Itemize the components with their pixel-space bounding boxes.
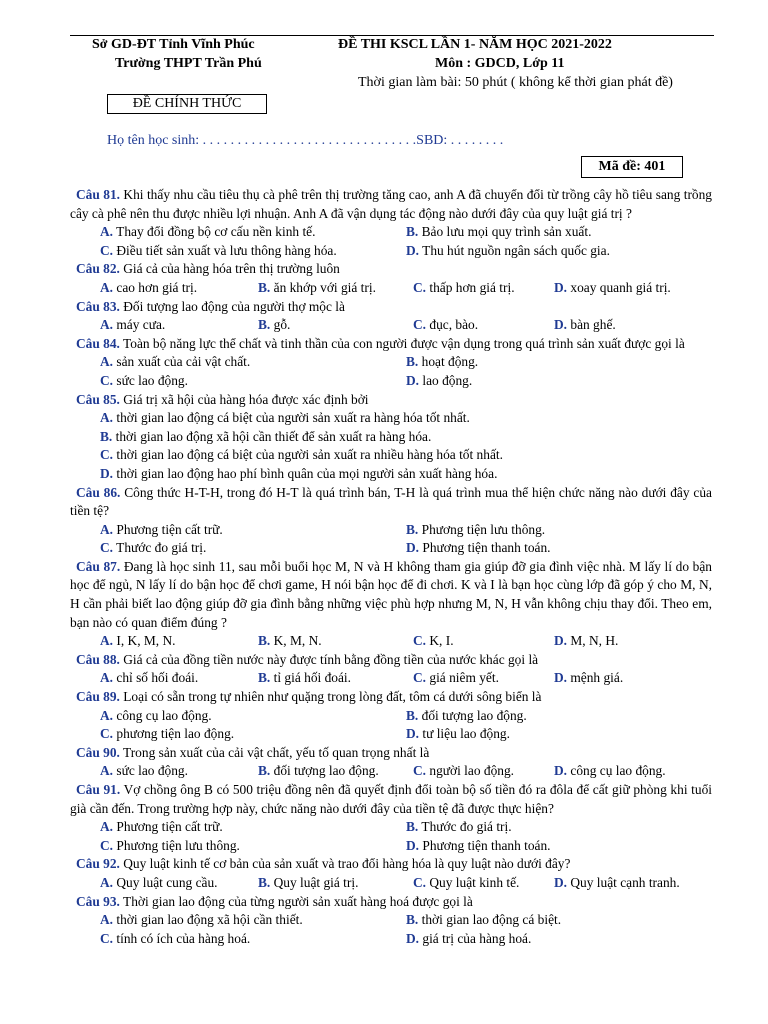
school-name: Trường THPT Trần Phú (115, 56, 262, 71)
answer-option (413, 316, 478, 335)
question-text: Thời gian lao động của từng người sản xuất hàng hoá được gọi là (119, 893, 473, 909)
answer-option (100, 242, 337, 261)
question-stem (70, 186, 712, 223)
answer-option (258, 279, 376, 298)
question-number: Câu 87. (76, 558, 121, 574)
option-text: công cụ lao động. (567, 763, 666, 779)
option-text: thấp hơn giá trị. (426, 279, 515, 295)
option-letter: D. (406, 242, 420, 258)
answer-row (70, 539, 712, 558)
question-stem (70, 260, 712, 279)
question-number: Câu 86. (76, 484, 121, 500)
answer-option (100, 762, 188, 781)
option-letter: D. (406, 540, 420, 556)
option-letter: A. (100, 317, 114, 333)
option-letter: B. (258, 317, 271, 333)
exam-code-box: Mã đề: 401 (581, 156, 683, 178)
question-text: Công thức H-T-H, trong đó H-T là quá trình bán, T-H là quá trình mua thể hiện chức năng nào dưới đây của tiền tệ? (70, 484, 712, 519)
option-text: Quy luật cạnh tranh. (567, 874, 680, 890)
option-text: đối tượng lao động. (418, 707, 527, 723)
question-stem (70, 298, 712, 317)
option-letter: A. (100, 912, 114, 928)
option-letter: D. (554, 763, 568, 779)
option-letter: D. (554, 317, 568, 333)
answer-option (413, 632, 454, 651)
option-text: Thu hút nguồn ngân sách quốc gia. (419, 242, 610, 258)
option-letter: A. (100, 763, 114, 779)
option-letter: A. (100, 819, 114, 835)
answer-option (100, 316, 165, 335)
answer-option (100, 279, 197, 298)
option-text: Phương tiện thanh toán. (419, 837, 551, 853)
option-text: xoay quanh giá trị. (567, 279, 671, 295)
answer-row (70, 725, 712, 744)
answer-option (258, 762, 379, 781)
answer-option (100, 707, 212, 726)
answer-row (70, 707, 712, 726)
option-text: Phương tiện lưu thông. (113, 837, 240, 853)
option-letter: C. (413, 670, 427, 686)
option-text: Quy luật giá trị. (270, 874, 359, 890)
answer-option (258, 669, 351, 688)
answer-option (406, 521, 545, 540)
answer-row (70, 818, 712, 837)
answer-option (100, 465, 497, 484)
option-letter: D. (554, 633, 568, 649)
question-text: Loại có sẵn trong tự nhiên như quặng trong lòng đất, tôm cá dưới sông biển là (119, 689, 542, 705)
question-number: Câu 85. (76, 391, 120, 407)
option-text: ăn khớp với giá trị. (270, 279, 376, 295)
question-number: Câu 84. (76, 335, 120, 351)
option-letter: A. (100, 410, 114, 426)
answer-option (554, 279, 671, 298)
option-letter: A. (100, 707, 114, 723)
question-text: Giá cả của hàng hóa trên thị trường luôn (119, 261, 340, 277)
option-text: gỗ. (270, 317, 291, 333)
question-text: Quy luật kinh tế cơ bản của sản xuất và trao đổi hàng hóa là quy luật nào dưới đây? (119, 856, 571, 872)
answer-option (406, 539, 551, 558)
option-letter: B. (258, 874, 271, 890)
option-text: Thước đo giá trị. (418, 819, 512, 835)
option-text: đối tượng lao động. (270, 763, 379, 779)
question-number: Câu 92. (76, 856, 120, 872)
option-text: K, I. (426, 633, 454, 649)
answer-option (100, 409, 470, 428)
option-text: Quy luật kinh tế. (426, 874, 520, 890)
answer-option (406, 372, 472, 391)
option-text: máy cưa. (113, 317, 166, 333)
question-stem (70, 335, 712, 354)
question-text: Khi thấy nhu cầu tiêu thụ cà phê trên thị trường tăng cao, anh A đã chuyển đổi từ trồng cây hồ tiêu sang trồng cây cà phê nên thu được nhiều lợi nhuận. Anh A đã vận dụng tác động nào dưới đây của quy luật giá trị ? (70, 187, 713, 221)
student-info-line: Họ tên học sinh: . . . . . . . . . . . . . . . . . . . . . . . . . . . . . . .SBD: . . . . . . . . (107, 133, 504, 148)
option-letter: C. (413, 317, 427, 333)
option-text: giá trị của hàng hoá. (419, 930, 532, 946)
answer-option (413, 762, 514, 781)
option-letter: D. (100, 465, 114, 481)
question-stem (70, 893, 712, 912)
answer-row (70, 279, 712, 298)
answer-option (406, 837, 551, 856)
answer-row (70, 632, 712, 651)
option-letter: C. (413, 874, 427, 890)
option-letter: A. (100, 354, 114, 370)
option-letter: C. (413, 279, 427, 295)
option-text: đục, bào. (426, 317, 479, 333)
option-text: Phương tiện cất trữ. (113, 521, 223, 537)
answer-option (406, 223, 591, 242)
answer-row (70, 837, 712, 856)
question-stem (70, 558, 712, 632)
option-letter: C. (100, 837, 114, 853)
answer-row (70, 353, 712, 372)
answer-option (258, 316, 290, 335)
option-letter: D. (554, 670, 568, 686)
option-letter: B. (406, 354, 419, 370)
answer-option (100, 837, 240, 856)
answer-option (406, 911, 561, 930)
option-text: phương tiện lao động. (113, 726, 235, 742)
official-stamp-box: ĐỀ CHÍNH THỨC (107, 94, 267, 114)
question-number: Câu 91. (76, 782, 121, 797)
exam-title: ĐỀ THI KSCL LẦN 1- NĂM HỌC 2021-2022 (338, 37, 612, 52)
answer-option (406, 242, 610, 261)
option-text: Thước đo giá trị. (113, 540, 207, 556)
question-stem (70, 688, 712, 707)
option-letter: C. (100, 242, 114, 258)
answer-row (70, 242, 712, 261)
option-letter: B. (258, 633, 271, 649)
option-letter: C. (100, 726, 114, 742)
option-text: Bảo lưu mọi quy trình sản xuất. (418, 224, 592, 240)
header-rule (70, 35, 714, 36)
question-stem (70, 781, 712, 818)
option-text: tính có ích của hàng hoá. (113, 930, 251, 946)
answer-option (406, 707, 527, 726)
option-letter: D. (554, 874, 568, 890)
question-stem (70, 391, 712, 410)
question-number: Câu 81. (76, 187, 120, 202)
answer-option (413, 279, 515, 298)
option-text: I, K, M, N. (113, 633, 176, 649)
option-letter: A. (100, 633, 114, 649)
answer-option (406, 930, 531, 949)
option-letter: C. (100, 540, 114, 556)
question-number: Câu 88. (76, 651, 120, 667)
option-text: Phương tiện lưu thông. (418, 521, 546, 537)
answer-option (258, 632, 322, 651)
option-text: thời gian lao động cá biệt của người sản xuất ra hàng hóa tốt nhất. (113, 410, 470, 426)
option-letter: D. (406, 837, 420, 853)
question-text: Vợ chồng ông B có 500 triệu đồng nên đã quyết định đổi toàn bộ số tiền đó ra đôla để cất giữ phòng khi tuổi già cần đến. Trong trường hợp này, chức năng nào dưới đây của tiền tệ đã được thực hiện? (70, 782, 713, 816)
option-letter: C. (413, 763, 427, 779)
option-letter: B. (406, 224, 419, 240)
option-text: người lao động. (426, 763, 515, 779)
option-text: thời gian lao động hao phí bình quân của mọi người sản xuất hàng hóa. (113, 465, 498, 481)
answer-option (406, 818, 512, 837)
option-letter: B. (406, 521, 419, 537)
question-text: Trong sản xuất của cải vật chất, yếu tố quan trọng nhất là (119, 744, 430, 760)
question-text: Đang là học sinh 11, sau mỗi buổi học M, N và H không tham gia giúp đỡ gia đình việc nhà. M lấy lí do bận học để ngủ, N lấy lí do bận học để chơi game, H nói bận học để đi chơi. K và I là bạn học cùng lớp đã góp ý cho M, N, H cần phải biết lao động giúp đỡ gia đình bằng những việc phù hợp nhưng M, N, H vẫn không chịu thay đổi. Theo em, bạn nào có quan điểm đúng ? (70, 558, 712, 630)
option-text: thời gian lao động cá biệt của người sản xuất ra nhiều hàng hóa tốt nhất. (113, 447, 503, 463)
answer-row (70, 428, 712, 447)
option-text: sức lao động. (113, 763, 188, 779)
answer-option (554, 874, 680, 893)
answer-row (70, 316, 712, 335)
answer-option (100, 446, 503, 465)
option-text: hoạt động. (418, 354, 479, 370)
option-text: mệnh giá. (567, 670, 624, 686)
option-text: Phương tiện thanh toán. (419, 540, 551, 556)
option-letter: A. (100, 224, 114, 240)
department-name: Sở GD-ĐT Tỉnh Vĩnh Phúc (92, 37, 255, 52)
option-text: thời gian lao động xã hội cần thiết. (113, 912, 303, 928)
answer-option (100, 521, 223, 540)
answer-row (70, 372, 712, 391)
answer-option (406, 725, 510, 744)
question-text: Toàn bộ năng lực thể chất và tinh thần của con người được vận dụng trong quá trình sản xuất được gọi là (119, 335, 685, 351)
answer-option (100, 632, 176, 651)
answer-option (258, 874, 358, 893)
answer-row (70, 762, 712, 781)
answer-option (554, 762, 666, 781)
option-letter: C. (100, 930, 114, 946)
option-text: cao hơn giá trị. (113, 279, 198, 295)
option-letter: A. (100, 279, 114, 295)
option-letter: A. (100, 874, 114, 890)
option-text: Điều tiết sản xuất và lưu thông hàng hóa. (113, 242, 337, 258)
answer-option (554, 669, 623, 688)
question-text: Giá cả của đồng tiền nước này được tính bằng đồng tiền của nước khác gọi là (119, 651, 539, 667)
answer-row (70, 446, 712, 465)
option-text: tư liệu lao động. (419, 726, 510, 742)
option-text: bàn ghế. (567, 317, 616, 333)
option-letter: D. (406, 726, 420, 742)
option-text: thời gian lao động xã hội cần thiết để sản xuất ra hàng hóa. (112, 428, 432, 444)
option-text: chỉ số hối đoái. (113, 670, 199, 686)
answer-option (100, 874, 218, 893)
question-number: Câu 83. (76, 298, 120, 314)
answer-row (70, 911, 712, 930)
answer-row (70, 409, 712, 428)
answer-option (406, 353, 478, 372)
question-stem (70, 744, 712, 763)
answer-option (100, 930, 250, 949)
option-text: sức lao động. (113, 372, 188, 388)
answer-row (70, 521, 712, 540)
question-number: Câu 82. (76, 261, 120, 277)
option-letter: A. (100, 521, 114, 537)
answer-row (70, 223, 712, 242)
answer-row (70, 669, 712, 688)
question-text: Giá trị xã hội của hàng hóa được xác định bởi (119, 391, 369, 407)
question-number: Câu 89. (76, 689, 120, 705)
option-text: K, M, N. (270, 633, 322, 649)
question-stem (70, 651, 712, 670)
answer-row (70, 874, 712, 893)
answer-option (554, 632, 618, 651)
exam-time: Thời gian làm bài: 50 phút ( không kể thời gian phát đề) (358, 75, 673, 90)
option-text: thời gian lao động cá biệt. (418, 912, 562, 928)
option-letter: C. (100, 372, 114, 388)
answer-option (100, 725, 234, 744)
option-letter: D. (554, 279, 568, 295)
answer-option (100, 428, 431, 447)
option-letter: D. (406, 930, 420, 946)
exam-subject: Môn : GDCD, Lớp 11 (435, 56, 565, 71)
option-text: Quy luật cung cầu. (113, 874, 218, 890)
option-text: M, N, H. (567, 633, 619, 649)
answer-option (100, 539, 206, 558)
option-letter: B. (258, 670, 271, 686)
option-text: sản xuất của cải vật chất. (113, 354, 251, 370)
question-stem (70, 855, 712, 874)
answer-row (70, 465, 712, 484)
answer-row (70, 930, 712, 949)
option-text: Thay đổi đồng bộ cơ cấu nền kinh tế. (113, 224, 316, 240)
answer-option (554, 316, 616, 335)
option-letter: A. (100, 670, 114, 686)
option-text: Phương tiện cất trữ. (113, 819, 223, 835)
answer-option (100, 669, 198, 688)
option-letter: C. (100, 447, 114, 463)
option-letter: B. (406, 819, 419, 835)
option-letter: B. (100, 428, 113, 444)
option-letter: B. (258, 763, 271, 779)
answer-option (100, 223, 315, 242)
option-text: giá niêm yết. (426, 670, 499, 686)
answer-option (413, 874, 519, 893)
answer-option (100, 372, 188, 391)
option-text: lao động. (419, 372, 473, 388)
option-letter: B. (406, 707, 419, 723)
question-text: Đối tượng lao động của người thợ mộc là (119, 298, 345, 314)
question-number: Câu 90. (76, 744, 120, 760)
answer-option (100, 911, 303, 930)
option-letter: D. (406, 372, 420, 388)
option-text: công cụ lao động. (113, 707, 212, 723)
question-list (70, 186, 712, 948)
answer-option (100, 818, 223, 837)
question-stem (70, 484, 712, 521)
answer-option (413, 669, 499, 688)
answer-option (100, 353, 250, 372)
option-text: tỉ giá hối đoái. (270, 670, 351, 686)
question-number: Câu 93. (76, 893, 120, 909)
option-letter: B. (406, 912, 419, 928)
option-letter: B. (258, 279, 271, 295)
option-letter: C. (413, 633, 427, 649)
